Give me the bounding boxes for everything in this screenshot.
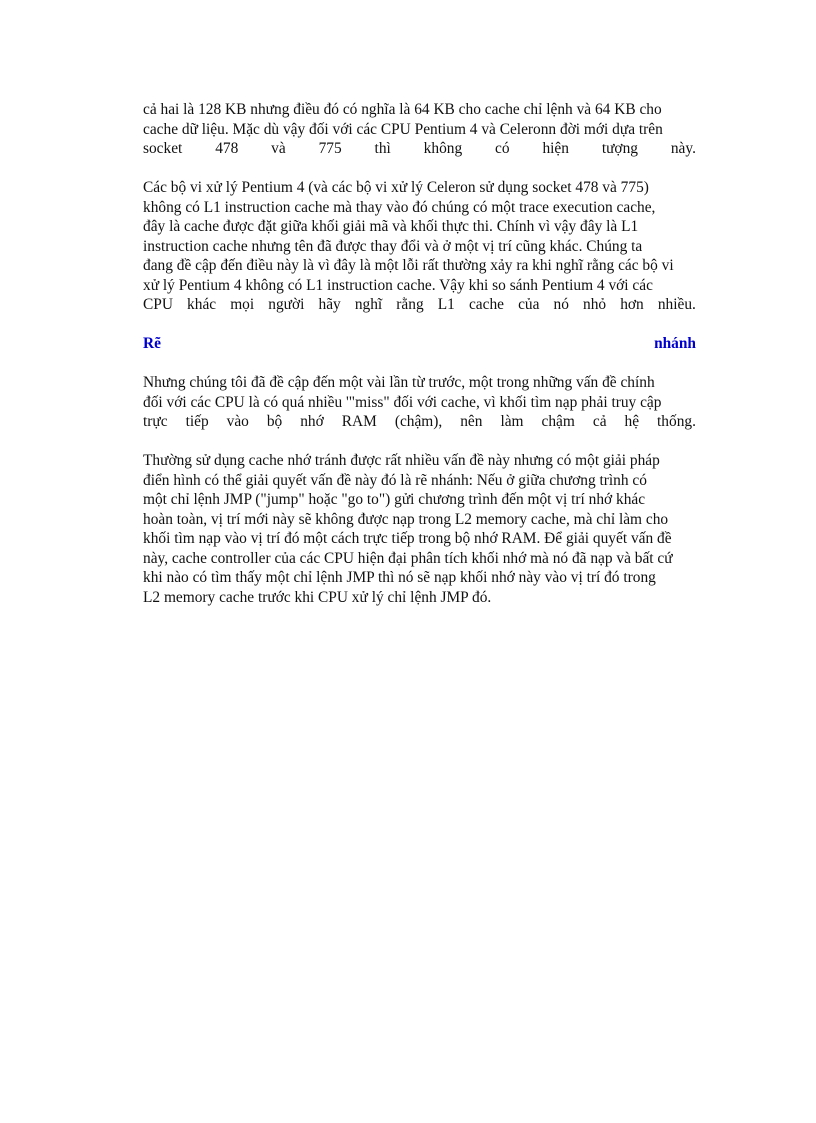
justified-word: người <box>268 296 305 313</box>
justified-word: 478 <box>215 140 239 157</box>
justified-word: trực <box>143 413 168 430</box>
paragraph-line: cache dữ liệu. Mặc dù vậy đối với các CPU Pentium 4 và Celeronn đời mới dựa trên <box>143 120 663 138</box>
paragraph-line: điển hình có thể giải quyết vấn đề này đó là rẽ nhánh: Nếu ở giữa chương trình có <box>143 471 647 489</box>
justified-word: nhiều. <box>657 296 696 313</box>
justified-word: nhỏ <box>583 296 607 313</box>
justified-word: có <box>495 140 510 157</box>
paragraph-line: cả hai là 128 KB nhưng điều đó có nghĩa là 64 KB cho cache chỉ lệnh và 64 KB cho <box>143 101 662 118</box>
justified-word: mọi <box>230 296 255 313</box>
paragraph-line: khi nào có tìm thấy một chỉ lệnh JMP thì nó sẽ nạp khối nhớ này vào vị trí đó trong <box>143 569 656 586</box>
justified-word: cả <box>592 413 607 430</box>
justified-word: nghĩ <box>354 296 383 313</box>
paragraph-line: instruction cache nhưng tên đã được thay đổi và ở một vị trí cũng khác. Chúng ta <box>143 237 643 255</box>
justified-word: và <box>271 140 286 157</box>
paragraph-line: Các bộ vi xử lý Pentium 4 (và các bộ vi xử lý Celeron sử dụng socket 478 và 775) <box>143 179 649 196</box>
paragraph-line: hoàn toàn, vị trí mới này sẽ không được nạp trong L2 memory cache, mà chỉ làm cho <box>143 510 669 528</box>
paragraph-justified-line <box>143 139 696 159</box>
justified-word: nhớ <box>300 413 324 430</box>
justified-word: bộ <box>266 413 283 430</box>
justified-word: rằng <box>396 296 424 313</box>
paragraph-line: đây là cache được đặt giữa khối giải mã và khối thực thi. Chính vì vậy đây là L1 <box>143 218 639 235</box>
justified-word: tiếp <box>185 413 209 430</box>
justified-word: này. <box>670 140 696 157</box>
justified-word: hãy <box>318 296 341 313</box>
justified-word: 775 <box>318 140 342 157</box>
paragraph-gap <box>143 354 696 374</box>
justified-word: nó <box>553 296 569 313</box>
justified-word: chậm <box>541 413 575 430</box>
justified-word: tượng <box>601 140 638 157</box>
justified-word: của <box>518 296 540 313</box>
paragraph-line: một chỉ lệnh JMP ("jump" hoặc "go to") gửi chương trình đến một vị trí nhớ khác <box>143 491 646 508</box>
section-heading-right: nhánh <box>654 335 696 352</box>
justified-word: socket <box>143 140 183 157</box>
paragraph-line: đối với các CPU là có quá nhiều '"miss" đối với cache, vì khối tìm nạp phải truy cập <box>143 393 662 411</box>
justified-word: làm <box>500 413 524 430</box>
paragraph-gap <box>143 432 696 452</box>
paragraph-line: xử lý Pentium 4 không có L1 instruction cache. Vậy khi so sánh Pentium 4 với các <box>143 276 653 294</box>
justified-word: nên <box>460 413 483 430</box>
paragraph-line: Nhưng chúng tôi đã đề cập đến một vài lần từ trước, một trong những vấn đề chính <box>143 374 655 391</box>
paragraph-justified-line <box>143 295 696 315</box>
paragraph-line: này, cache controller của các CPU hiện đại phân tích khối nhớ mà nó đã nạp và bất cứ <box>143 549 673 567</box>
justified-word: thì <box>374 140 391 157</box>
justified-word: khác <box>187 296 217 313</box>
paragraph-line: L2 memory cache trước khi CPU xử lý chỉ lệnh JMP đó. <box>143 588 492 606</box>
paragraph-justified-line <box>143 412 696 432</box>
section-heading-left: Rẽ <box>143 335 161 352</box>
paragraph-line: khối tìm nạp vào vị trí đó một cách trực tiếp trong bộ nhớ RAM. Để giải quyết vấn đề <box>143 530 672 547</box>
justified-word: không <box>423 140 463 157</box>
paragraph-1 <box>143 100 696 159</box>
justified-word: vào <box>226 413 249 430</box>
paragraph-4 <box>143 451 696 607</box>
paragraph-line: đang đề cập đến điều này là vì đây là một lỗi rất thường xảy ra khi nghĩ rằng các bộ vi <box>143 257 674 274</box>
justified-word: cache <box>468 296 504 313</box>
paragraph-line: Thường sử dụng cache nhớ tránh được rất nhiều vấn đề này nhưng có một giải pháp <box>143 452 660 469</box>
justified-word: RAM <box>341 413 377 430</box>
paragraph-2 <box>143 178 696 315</box>
document-body <box>143 100 696 607</box>
justified-word: CPU <box>143 296 173 313</box>
justified-word: L1 <box>437 296 455 313</box>
paragraph-gap <box>143 159 696 179</box>
justified-word: hơn <box>620 296 644 313</box>
justified-word: hiện <box>542 140 569 157</box>
paragraph-3 <box>143 373 696 432</box>
paragraph-line: không có L1 instruction cache mà thay vào đó chúng có một trace execution cache, <box>143 198 656 216</box>
justified-word: (chậm), <box>394 413 443 430</box>
paragraph-gap <box>143 315 696 335</box>
section-heading <box>143 334 696 354</box>
justified-word: hệ <box>624 413 640 430</box>
justified-word: thống. <box>657 413 696 430</box>
